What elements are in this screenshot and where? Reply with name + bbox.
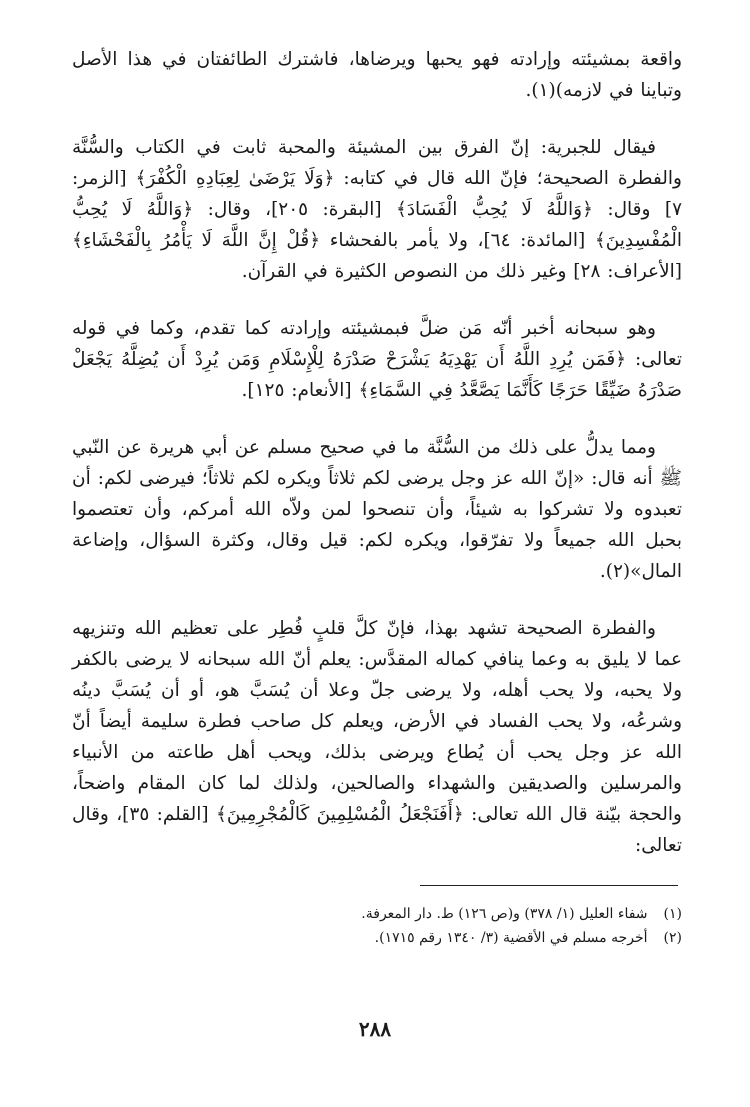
footnote-text: شفاء العليل (١/ ٣٧٨) و(ص ١٢٦) ط. دار المعرفة. [361,906,648,922]
footnote-2 [72,926,682,950]
paragraph-2: فيقال للجبرية: إنّ الفرق بين المشيئة والمحبة ثابت في الكتاب والسُّنَّة والفطرة الصحيحة؛ فإنّ الله قال في كتابه: ﴿وَلَا يَرْضَىٰ لِعِبَادِهِ الْكُفْرَ﴾ [الزمر: ٧] وقال: ﴿وَاللَّهُ لَا يُحِبُّ الْفَسَادَ﴾ [البقرة: ٢٠٥]، وقال: ﴿وَاللَّهُ لَا يُحِبُّ الْمُفْسِدِينَ﴾ [المائدة: ٦٤]، ولا يأمر بالفحشاء ﴿قُلْ إِنَّ اللَّهَ لَا يَأْمُرُ بِالْفَحْشَاءِ﴾ [الأعراف: ٢٨] وغير ذلك من النصوص الكثيرة في القرآن. [72,137,682,282]
footnote-divider [420,885,678,886]
footnote-1 [72,902,682,926]
paragraph-5: والفطرة الصحيحة تشهد بهذا، فإنّ كلَّ قلبٍ فُطِر على تعظيم الله وتنزيهه عما لا يليق به وعما ينافي كماله المقدَّس: يعلم أنّ الله سبحانه لا يرضى بالكفر ولا يحبه، ولا يحب أهله، ولا يرضى جلّ وعلا أن يُسَبَّ هو، أو أن يُسَبَّ دينُه وشرعُه، ولا يحب الفساد في الأرض، ويعلم كل صاحب فطرة سليمة أيضاً أنّ الله عز وجل يحب أن يُطاع ويرضى بذلك، ويحب أهل طاعته من الأنبياء والمرسلين والصديقين والشهداء والصالحين، ولذلك لما كان المقام واضحاً، والحجة بيّنة قال الله تعالى: ﴿أَفَنَجْعَلُ الْمُسْلِمِينَ كَالْمُجْرِمِينَ﴾ [القلم: ٣٥]، وقال تعالى: [72,618,682,856]
footnote-number: (١) [663,906,682,922]
footnote-text: أخرجه مسلم في الأقضية (٣/ ١٣٤٠ رقم ١٧١٥). [374,930,648,946]
footnote-number: (٢) [663,930,682,946]
paragraph-1: واقعة بمشيئته وإرادته فهو يحبها ويرضاها، فاشترك الطائفتان في هذا الأصل وتباينا في لازمه)(١). [72,49,682,101]
page-body [72,44,682,887]
footnotes [72,902,682,950]
paragraph-4: ومما يدلُّ على ذلك من السُّنَّة ما في صحيح مسلم عن أبي هريرة عن النّبي ﷺ أنه قال: «إنّ الله عز وجل يرضى لكم ثلاثاً ويكره لكم ثلاثاً؛ فيرضى لكم: أن تعبدوه ولا تشركوا به شيئاً، وأن تنصحوا لمن ولاّه الله أمركم، وأن تعتصموا بحبل الله جميعاً ولا تفرّقوا، ويكره لكم: قيل وقال، وكثرة السؤال، وإضاعة المال»(٢). [72,437,682,582]
paragraph-3: وهو سبحانه أخبر أنّه مَن ضلَّ فبمشيئته وإرادته كما تقدم، وكما في قوله تعالى: ﴿فَمَن يُرِدِ اللَّهُ أَن يَهْدِيَهُ يَشْرَحْ صَدْرَهُ لِلْإِسْلَامِ وَمَن يُرِدْ أَن يُضِلَّهُ يَجْعَلْ صَدْرَهُ ضَيِّقًا حَرَجًا كَأَنَّمَا يَصَّعَّدُ فِي السَّمَاءِ﴾ [الأنعام: ١٢٥]. [72,318,682,401]
page-number: ٢٨٨ [358,1017,392,1041]
